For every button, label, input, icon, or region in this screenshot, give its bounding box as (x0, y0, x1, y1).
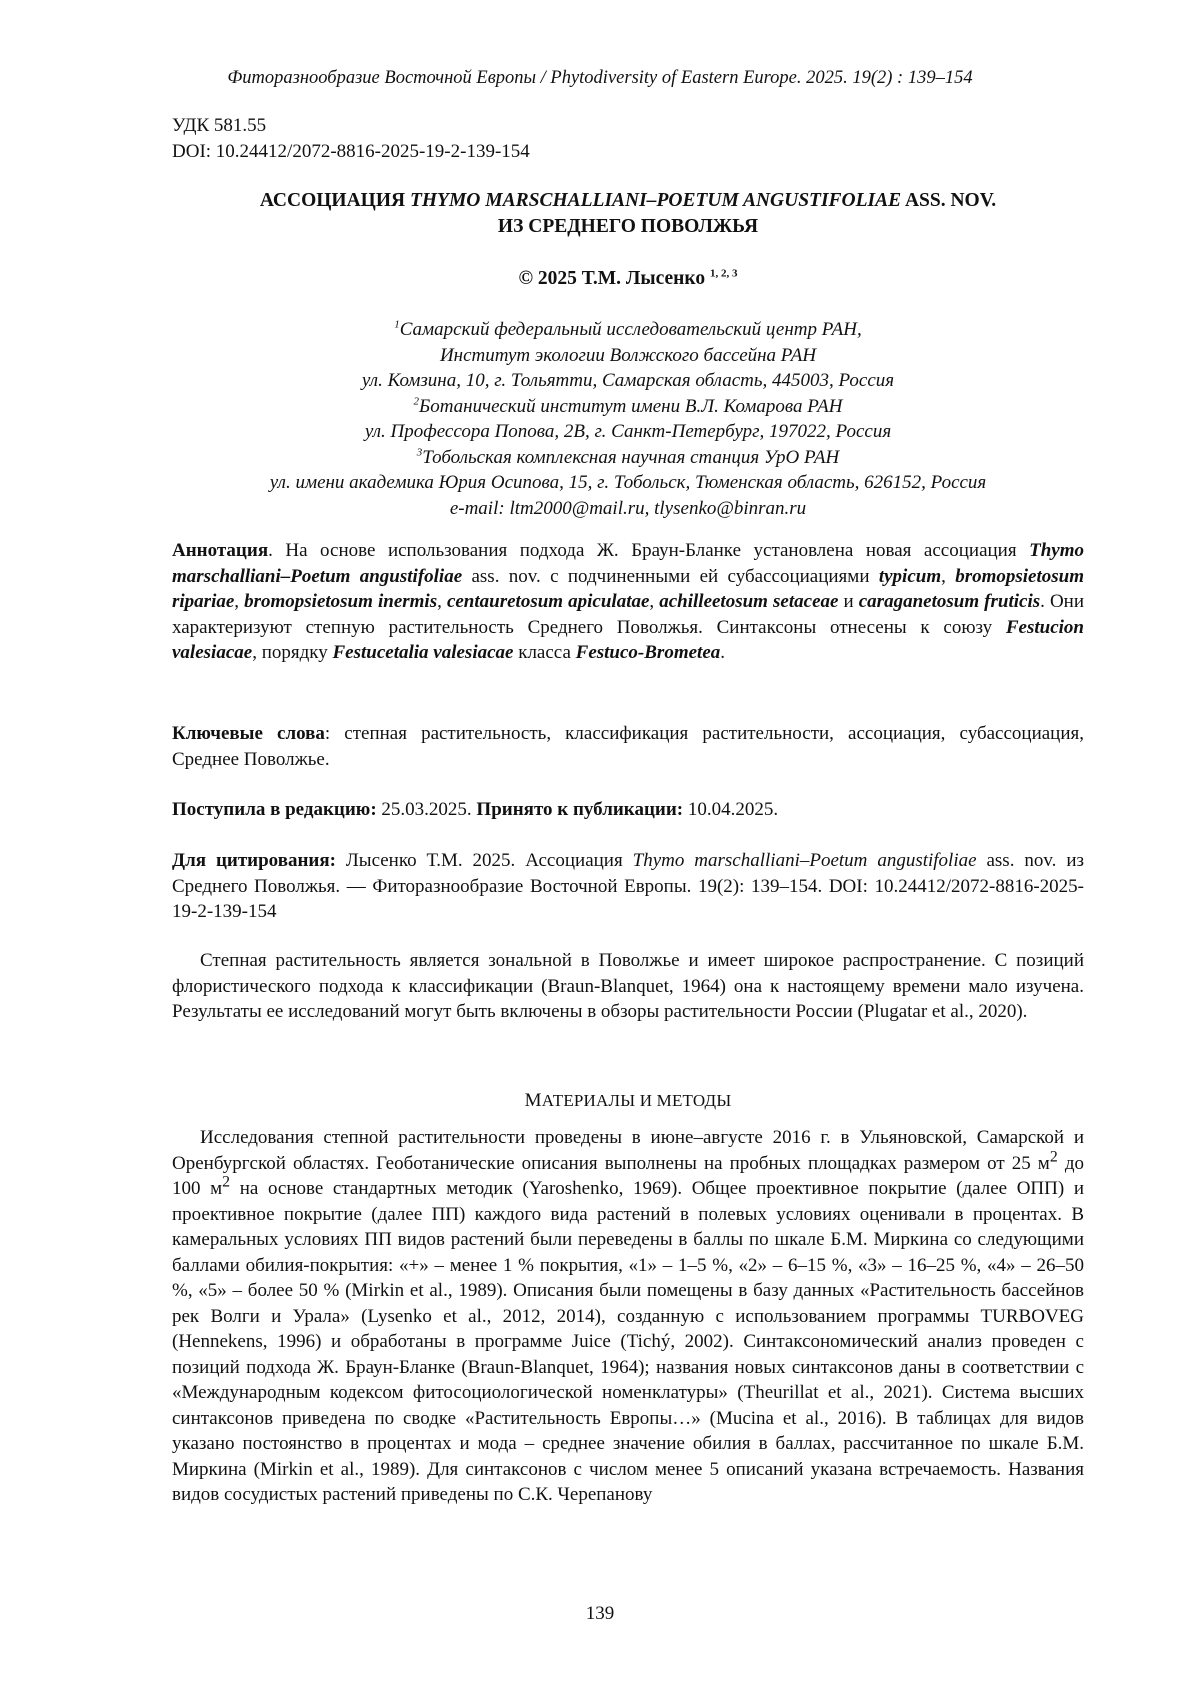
affil-text: Ботанический институт имени В.Л. Комарова РАН (418, 395, 843, 417)
abstract-and: и (838, 591, 859, 612)
abstract-class: Festuco-Brometea (575, 642, 721, 663)
email-link[interactable]: e-mail: ltm2000@mail.ru, tlysenko@binran.ru (449, 497, 807, 519)
title-suffix: ASS. NOV. (901, 190, 997, 211)
keywords-text: : степная растительность, классификация растительности, ассоциация, субассоциация, Среднее Поволжье. (172, 723, 1085, 770)
methods-paragraph (172, 1125, 1084, 1508)
affil-text: Тобольская комплексная научная станция УрО РАН (422, 446, 840, 468)
affiliation-line (172, 343, 1084, 369)
abstract-subassoc: bromopsietosum inermis (244, 591, 438, 612)
abstract-subassoc: typicum (878, 565, 942, 587)
abstract-subassoc: bromopsietosum ripariae (172, 565, 1084, 612)
abstract-sep: , (234, 591, 245, 612)
abstract-subassoc: centauretosum apiculatae (446, 591, 650, 612)
abstract-label: Аннотация (172, 540, 269, 561)
affil-text: Самарский федеральный исследовательский центр РАН, (399, 319, 862, 340)
page-number: 139 (585, 1603, 615, 1624)
methods-text: Исследования степной растительности проведены в июне–августе 2016 г. в Ульяновской, Самарской и Оренбургской областях. Геоботанические описания выполнены на пробных площадках размером от 25 м (172, 1127, 1084, 1174)
running-head: Фиторазнообразие Восточной Европы / Phytodiversity of Eastern Europe. 2025. 19(2) : 139–154 (227, 68, 973, 88)
section-rest: АТЕРИАЛЫ И МЕТОДЫ (541, 1091, 732, 1110)
affil-mark: 3 (416, 446, 423, 459)
abstract-subassoc: achilleetosum setaceae (659, 591, 839, 612)
affiliation-line (172, 470, 1084, 496)
abstract-assoc: Thymo marschalliani–Poetum angustifoliae (172, 540, 1084, 587)
abstract-subassoc: caraganetosum fruticis (858, 591, 1041, 612)
udk: УДК 581.55 (172, 115, 267, 136)
affiliation-line (172, 317, 1084, 343)
accepted-date: 10.04.2025. (683, 799, 779, 820)
title-prefix: АССОЦИАЦИЯ (259, 190, 410, 211)
affiliations (172, 317, 1084, 521)
citation-text: ass. nov. из Среднего Поволжья. — Фиторазнообразие Восточной Европы. 19(2): 139–154. DOI: 10.24412/2072-8816-2025-19-2-139-154 (172, 850, 1084, 922)
citation-text: Лысенко Т.М. 2025. Ассоциация (335, 850, 633, 871)
abstract (172, 538, 1084, 666)
author-affil-marks: 1, 2, 3 (710, 267, 738, 280)
abstract-text: . Они характеризуют степную растительность Среднего Поволжья. Синтаксоны отнесены к союзу (172, 591, 1085, 638)
affil-mark: 1 (394, 318, 400, 331)
affil-text: ул. имени академика Юрия Осипова, 15, г. Тобольск, Тюменская область, 626152, Россия (269, 472, 987, 493)
methods-text: на основе стандартных методик (Yaroshenko, 1969). Общее проективное покрытие (далее ОПП) и проективное покрытие (далее ПП) каждого вида растений в полевых условиях оценивали в процентах. В камеральных условиях ПП видов растений были переведены в баллы по шкале Б.М. Миркина со следующими баллами обилия-покрытия: «+» – менее 1 % покрытия, «1» – 1–5 %, «2» – 6–15 %, «3» – 16–25 %, «4» – 26–50 %, «5» – более 50 % (Mirkin et al., 1989). Описания были помещены в базу данных «Растительность бассейнов рек Волги и Урала» (Lysenko et al., 2012, 2014), созданную с использованием программы TURBOVEG (Hennekens, 1996) и обработаны в программе Juice (Tichý, 2002). Синтаксономический анализ проведен с позиций подхода Ж. Браун-Бланке (Braun-Blanquet, 1964); названия новых синтаксонов даны в соответствии с «Международным кодексом фитосоциологической номенклатуры» (Theurillat et al., 2021). Система высших синтаксонов приведена по сводке «Растительность Европы…» (Mucina et al., 2016). В таблицах для видов указано постоянство в процентах и мода – среднее значение обилия в баллах, рассчитанное по шкале Б.М. Миркина (Mirkin et al., 1989). Для синтаксонов с числом менее 5 описаний указана встречаемость. Названия видов сосудистых растений приведены по С.К. Черепанову (172, 1178, 1084, 1505)
square-mark: 2 (222, 1173, 231, 1191)
affiliation-line (172, 445, 1084, 471)
citation-label: Для цитирования: (172, 850, 336, 871)
accepted-label: Принято к публикации: (476, 799, 684, 820)
affil-text: Институт экологии Волжского бассейна РАН (439, 344, 817, 366)
section-heading (172, 1090, 1084, 1112)
article-title (172, 188, 1084, 240)
affiliation-email[interactable] (172, 496, 1084, 522)
citation-latin: Thymo marschalliani–Poetum angustifoliae (632, 850, 977, 871)
abstract-sep: , (437, 591, 447, 612)
dates (172, 797, 1084, 823)
intro-paragraph: Степная растительность является зональной в Поволжье и имеет широкое распространение. С позиций флористического подхода к классификации (Braun-Blanquet, 1964) она к настоящему времени мало изучена. Результаты ее исследований могут быть включены в обзоры растительности России (Plugatar et al., 2020). (172, 950, 1084, 1022)
keywords-label: Ключевые слова (172, 723, 325, 744)
affil-text: ул. Профессора Попова, 2В, г. Санкт-Петербург, 197022, Россия (364, 421, 892, 442)
abstract-text: ass. nov. с подчиненными ей субассоциациями (462, 565, 879, 587)
affiliation-line (172, 368, 1084, 394)
article-meta (172, 113, 530, 165)
affiliation-line (172, 394, 1084, 420)
abstract-sep: , (941, 565, 956, 587)
abstract-text: , порядку (252, 642, 333, 663)
section-cap: М (524, 1090, 542, 1111)
author-name: © 2025 Т.М. Лысенко (518, 268, 706, 289)
abstract-order: Festucetalia valesiacae (332, 642, 514, 663)
received-date: 25.03.2025. (376, 799, 477, 820)
affil-mark: 2 (413, 395, 419, 408)
author (172, 268, 1084, 290)
received-label: Поступила в редакцию: (172, 799, 377, 820)
square-mark: 2 (1049, 1148, 1058, 1166)
methods-text: до 100 м (172, 1152, 1084, 1199)
abstract-text: . На основе использования подхода Ж. Браун-Бланке установлена новая ассоциация (268, 540, 1030, 561)
abstract-alliance: Festucion valesiacae (172, 616, 1084, 663)
abstract-end: . (720, 642, 726, 663)
title-latin: THYMO MARSCHALLIANI–POETUM ANGUSTIFOLIAE (409, 190, 902, 211)
abstract-text: класса (513, 642, 576, 663)
affiliation-line (172, 419, 1084, 445)
keywords (172, 721, 1084, 772)
abstract-sep: , (649, 591, 660, 612)
title-line2: ИЗ СРЕДНЕГО ПОВОЛЖЬЯ (497, 216, 759, 237)
affil-text: ул. Комзина, 10, г. Тольятти, Самарская область, 445003, Россия (361, 370, 895, 391)
citation (172, 848, 1084, 925)
doi: DOI: 10.24412/2072-8816-2025-19-2-139-154 (172, 141, 530, 162)
